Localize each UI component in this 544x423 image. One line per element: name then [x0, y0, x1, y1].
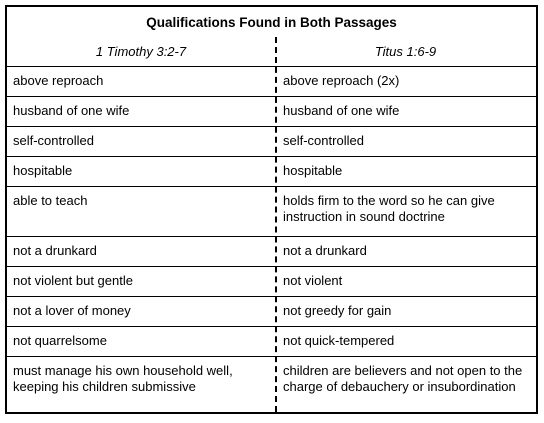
table-row [7, 97, 536, 127]
titus-cell: husband of one wife [283, 103, 400, 118]
titus-cell: not violent [283, 273, 343, 288]
column-header-timothy: 1 Timothy 3:2-7 [95, 44, 187, 59]
qualifications-table [5, 5, 538, 414]
table-row [7, 267, 536, 297]
titus-cell: above reproach (2x) [283, 73, 400, 88]
table-row [7, 357, 536, 412]
titus-cell: hospitable [283, 163, 343, 178]
timothy-cell: self-controlled [13, 133, 94, 148]
timothy-cell: hospitable [13, 163, 73, 178]
timothy-cell: not a lover of money [13, 303, 131, 318]
timothy-cell: above reproach [13, 73, 104, 88]
column-header-titus: Titus 1:6-9 [374, 44, 437, 59]
timothy-cell: husband of one wife [13, 103, 130, 118]
table-row [7, 67, 536, 97]
titus-cell: not a drunkard [283, 243, 367, 258]
titus-cell: holds firm to the word so he can give instruction in sound doctrine [283, 193, 495, 224]
table-row [7, 127, 536, 157]
column-header-row [7, 37, 536, 67]
titus-cell: not quick-tempered [283, 333, 395, 348]
table-title: Qualifications Found in Both Passages [146, 14, 397, 30]
table-row [7, 237, 536, 267]
table-row [7, 327, 536, 357]
table-row [7, 297, 536, 327]
titus-cell: self-controlled [283, 133, 364, 148]
timothy-cell: not a drunkard [13, 243, 97, 258]
table-row [7, 187, 536, 237]
titus-cell: not greedy for gain [283, 303, 392, 318]
timothy-cell: must manage his own household well, keeping his children submissive [13, 363, 233, 394]
timothy-cell: not violent but gentle [13, 273, 133, 288]
timothy-cell: not quarrelsome [13, 333, 107, 348]
table-row [7, 157, 536, 187]
titus-cell: children are believers and not open to the charge of debauchery or insubordination [283, 363, 523, 394]
timothy-cell: able to teach [13, 193, 88, 208]
